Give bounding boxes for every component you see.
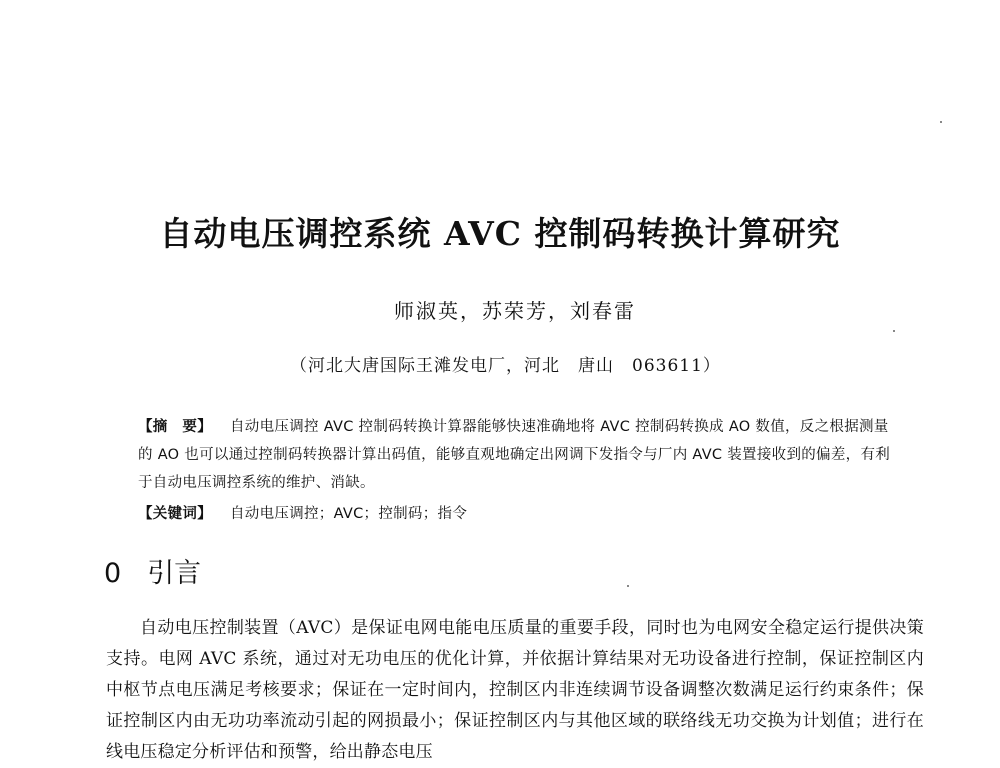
authors: 师淑英，苏荣芳，刘春雷	[394, 299, 636, 323]
scan-speck	[627, 585, 629, 587]
keywords	[138, 500, 898, 528]
section-heading	[104, 554, 201, 594]
scan-speck	[940, 121, 942, 123]
scan-speck	[893, 330, 895, 332]
section-title: 引言	[147, 558, 202, 589]
keywords-text: 自动电压调控；AVC；控制码；指令	[230, 506, 468, 522]
keywords-label: 【关键词】	[138, 506, 212, 522]
affiliation: （河北大唐国际王滩发电厂，河北 唐山 063611）	[290, 356, 721, 376]
abstract-label: 【摘 要】	[138, 419, 212, 435]
abstract	[138, 413, 898, 497]
paper-title: 自动电压调控系统 AVC 控制码转换计算研究	[159, 214, 841, 253]
section-number: 0	[104, 558, 122, 589]
body-paragraph: 自动电压控制装置（AVC）是保证电网电能电压质量的重要手段，同时也为电网安全稳定运行提供决策支持。电网 AVC 系统，通过对无功电压的优化计算，并依据计算结果对无功设备进行控制，保证控制区内中枢节点电压满足考核要求；保证在一定时间内，控制区内非连续调节设备调整次数满足运行约束条件；保证控制区内由无功功率流动引起的网损最小；保证控制区内与其他区域的联络线无功交换为计划值；进行在线电压稳定分析评估和预警，给出静态电压	[106, 618, 924, 762]
abstract-text: 自动电压调控 AVC 控制码转换计算器能够快速准确地将 AVC 控制码转换成 AO 数值，反之根据测量的 AO 也可以通过控制码转换器计算出码值，能够直观地确定出网调下发指令与厂内 AVC 装置接收到的偏差，有利于自动电压调控系统的维护、消缺。	[138, 419, 891, 491]
